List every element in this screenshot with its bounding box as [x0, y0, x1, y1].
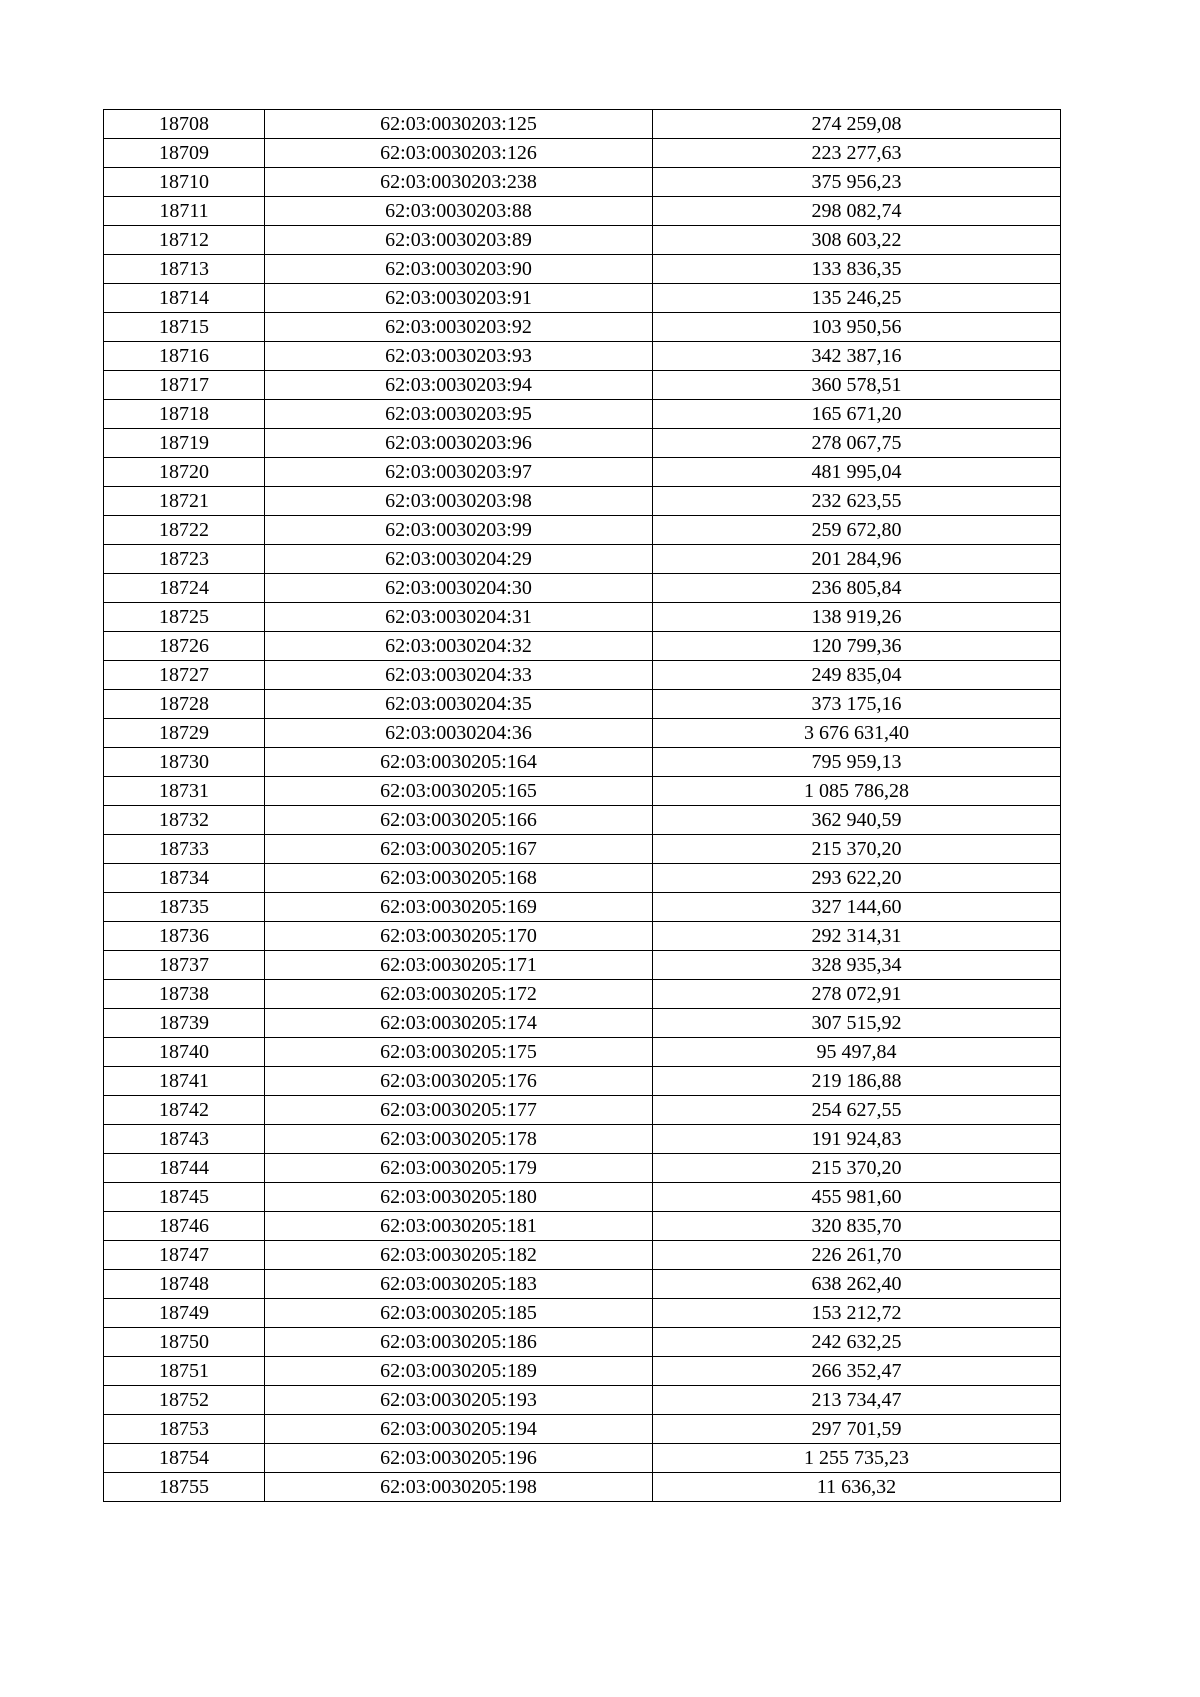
- table-row: [104, 980, 1061, 1009]
- row-number-cell: 18722: [104, 516, 265, 545]
- cadastral-number-cell: 62:03:0030205:182: [265, 1241, 653, 1270]
- cadastral-value-cell: 1 085 786,28: [653, 777, 1061, 806]
- cadastral-number-cell: 62:03:0030205:174: [265, 1009, 653, 1038]
- cadastral-value-cell: 360 578,51: [653, 371, 1061, 400]
- table-row: [104, 661, 1061, 690]
- cadastral-number-cell: 62:03:0030205:186: [265, 1328, 653, 1357]
- cadastral-number-cell: 62:03:0030205:164: [265, 748, 653, 777]
- cadastral-number-cell: 62:03:0030205:168: [265, 864, 653, 893]
- table-row: [104, 835, 1061, 864]
- row-number-cell: 18726: [104, 632, 265, 661]
- cadastral-value-cell: 259 672,80: [653, 516, 1061, 545]
- row-number-cell: 18746: [104, 1212, 265, 1241]
- cadastral-number-cell: 62:03:0030205:194: [265, 1415, 653, 1444]
- cadastral-number-cell: 62:03:0030203:99: [265, 516, 653, 545]
- table-row: [104, 1386, 1061, 1415]
- table-row: [104, 864, 1061, 893]
- cadastral-value-cell: 342 387,16: [653, 342, 1061, 371]
- row-number-cell: 18718: [104, 400, 265, 429]
- row-number-cell: 18725: [104, 603, 265, 632]
- row-number-cell: 18713: [104, 255, 265, 284]
- table-row: [104, 1009, 1061, 1038]
- row-number-cell: 18709: [104, 139, 265, 168]
- row-number-cell: 18715: [104, 313, 265, 342]
- cadastral-value-cell: 274 259,08: [653, 110, 1061, 139]
- cadastral-number-cell: 62:03:0030204:35: [265, 690, 653, 719]
- table-row: [104, 458, 1061, 487]
- cadastral-number-cell: 62:03:0030205:176: [265, 1067, 653, 1096]
- row-number-cell: 18714: [104, 284, 265, 313]
- table-body: [104, 110, 1061, 1502]
- table-row: [104, 806, 1061, 835]
- row-number-cell: 18720: [104, 458, 265, 487]
- row-number-cell: 18708: [104, 110, 265, 139]
- row-number-cell: 18729: [104, 719, 265, 748]
- table-row: [104, 139, 1061, 168]
- cadastral-number-cell: 62:03:0030205:198: [265, 1473, 653, 1502]
- cadastral-number-cell: 62:03:0030205:185: [265, 1299, 653, 1328]
- cadastral-number-cell: 62:03:0030203:125: [265, 110, 653, 139]
- row-number-cell: 18750: [104, 1328, 265, 1357]
- cadastral-value-cell: 292 314,31: [653, 922, 1061, 951]
- row-number-cell: 18735: [104, 893, 265, 922]
- cadastral-value-cell: 236 805,84: [653, 574, 1061, 603]
- cadastral-value-cell: 213 734,47: [653, 1386, 1061, 1415]
- cadastral-value-cell: 327 144,60: [653, 893, 1061, 922]
- table-row: [104, 719, 1061, 748]
- table-row: [104, 429, 1061, 458]
- row-number-cell: 18710: [104, 168, 265, 197]
- cadastral-number-cell: 62:03:0030205:166: [265, 806, 653, 835]
- cadastral-value-cell: 219 186,88: [653, 1067, 1061, 1096]
- cadastral-number-cell: 62:03:0030205:180: [265, 1183, 653, 1212]
- row-number-cell: 18723: [104, 545, 265, 574]
- row-number-cell: 18738: [104, 980, 265, 1009]
- cadastral-value-cell: 320 835,70: [653, 1212, 1061, 1241]
- cadastral-number-cell: 62:03:0030205:181: [265, 1212, 653, 1241]
- cadastral-value-table: [103, 109, 1061, 1502]
- table-row: [104, 922, 1061, 951]
- row-number-cell: 18727: [104, 661, 265, 690]
- cadastral-value-cell: 133 836,35: [653, 255, 1061, 284]
- table-row: [104, 255, 1061, 284]
- table-row: [104, 1183, 1061, 1212]
- table-row: [104, 400, 1061, 429]
- cadastral-number-cell: 62:03:0030203:95: [265, 400, 653, 429]
- row-number-cell: 18732: [104, 806, 265, 835]
- table-row: [104, 545, 1061, 574]
- cadastral-number-cell: 62:03:0030203:98: [265, 487, 653, 516]
- table-row: [104, 1270, 1061, 1299]
- cadastral-number-cell: 62:03:0030205:196: [265, 1444, 653, 1473]
- cadastral-value-cell: 266 352,47: [653, 1357, 1061, 1386]
- cadastral-number-cell: 62:03:0030205:175: [265, 1038, 653, 1067]
- row-number-cell: 18716: [104, 342, 265, 371]
- row-number-cell: 18747: [104, 1241, 265, 1270]
- cadastral-value-cell: 254 627,55: [653, 1096, 1061, 1125]
- row-number-cell: 18755: [104, 1473, 265, 1502]
- cadastral-number-cell: 62:03:0030205:178: [265, 1125, 653, 1154]
- table-row: [104, 1212, 1061, 1241]
- cadastral-number-cell: 62:03:0030203:97: [265, 458, 653, 487]
- row-number-cell: 18740: [104, 1038, 265, 1067]
- cadastral-number-cell: 62:03:0030203:91: [265, 284, 653, 313]
- row-number-cell: 18749: [104, 1299, 265, 1328]
- cadastral-value-cell: 373 175,16: [653, 690, 1061, 719]
- cadastral-number-cell: 62:03:0030205:172: [265, 980, 653, 1009]
- row-number-cell: 18745: [104, 1183, 265, 1212]
- table-row: [104, 632, 1061, 661]
- cadastral-number-cell: 62:03:0030205:170: [265, 922, 653, 951]
- cadastral-number-cell: 62:03:0030203:126: [265, 139, 653, 168]
- cadastral-value-cell: 278 072,91: [653, 980, 1061, 1009]
- cadastral-value-cell: 638 262,40: [653, 1270, 1061, 1299]
- row-number-cell: 18734: [104, 864, 265, 893]
- row-number-cell: 18721: [104, 487, 265, 516]
- cadastral-number-cell: 62:03:0030203:94: [265, 371, 653, 400]
- table-row: [104, 1444, 1061, 1473]
- cadastral-value-cell: 153 212,72: [653, 1299, 1061, 1328]
- row-number-cell: 18731: [104, 777, 265, 806]
- table-row: [104, 748, 1061, 777]
- row-number-cell: 18737: [104, 951, 265, 980]
- table-row: [104, 371, 1061, 400]
- row-number-cell: 18743: [104, 1125, 265, 1154]
- cadastral-value-cell: 307 515,92: [653, 1009, 1061, 1038]
- cadastral-number-cell: 62:03:0030205:179: [265, 1154, 653, 1183]
- cadastral-number-cell: 62:03:0030205:165: [265, 777, 653, 806]
- table-row: [104, 197, 1061, 226]
- cadastral-value-cell: 293 622,20: [653, 864, 1061, 893]
- table-row: [104, 1241, 1061, 1270]
- cadastral-number-cell: 62:03:0030204:31: [265, 603, 653, 632]
- cadastral-value-cell: 308 603,22: [653, 226, 1061, 255]
- cadastral-value-cell: 226 261,70: [653, 1241, 1061, 1270]
- row-number-cell: 18728: [104, 690, 265, 719]
- cadastral-value-cell: 165 671,20: [653, 400, 1061, 429]
- table-row: [104, 516, 1061, 545]
- cadastral-number-cell: 62:03:0030204:30: [265, 574, 653, 603]
- row-number-cell: 18739: [104, 1009, 265, 1038]
- cadastral-number-cell: 62:03:0030204:32: [265, 632, 653, 661]
- table-row: [104, 1125, 1061, 1154]
- cadastral-value-cell: 362 940,59: [653, 806, 1061, 835]
- table-row: [104, 1096, 1061, 1125]
- table-row: [104, 313, 1061, 342]
- cadastral-number-cell: 62:03:0030205:177: [265, 1096, 653, 1125]
- cadastral-value-cell: 278 067,75: [653, 429, 1061, 458]
- row-number-cell: 18741: [104, 1067, 265, 1096]
- row-number-cell: 18711: [104, 197, 265, 226]
- cadastral-value-cell: 232 623,55: [653, 487, 1061, 516]
- table-row: [104, 1357, 1061, 1386]
- cadastral-value-cell: 297 701,59: [653, 1415, 1061, 1444]
- row-number-cell: 18719: [104, 429, 265, 458]
- table-row: [104, 1415, 1061, 1444]
- table-row: [104, 168, 1061, 197]
- cadastral-number-cell: 62:03:0030203:93: [265, 342, 653, 371]
- cadastral-value-cell: 249 835,04: [653, 661, 1061, 690]
- table-row: [104, 893, 1061, 922]
- cadastral-number-cell: 62:03:0030203:89: [265, 226, 653, 255]
- cadastral-number-cell: 62:03:0030204:36: [265, 719, 653, 748]
- table-row: [104, 226, 1061, 255]
- row-number-cell: 18744: [104, 1154, 265, 1183]
- table-row: [104, 574, 1061, 603]
- row-number-cell: 18717: [104, 371, 265, 400]
- cadastral-number-cell: 62:03:0030205:193: [265, 1386, 653, 1415]
- row-number-cell: 18753: [104, 1415, 265, 1444]
- cadastral-value-cell: 201 284,96: [653, 545, 1061, 574]
- cadastral-value-cell: 120 799,36: [653, 632, 1061, 661]
- table-row: [104, 1328, 1061, 1357]
- cadastral-value-cell: 455 981,60: [653, 1183, 1061, 1212]
- row-number-cell: 18748: [104, 1270, 265, 1299]
- cadastral-number-cell: 62:03:0030204:29: [265, 545, 653, 574]
- cadastral-value-cell: 298 082,74: [653, 197, 1061, 226]
- cadastral-value-cell: 242 632,25: [653, 1328, 1061, 1357]
- cadastral-number-cell: 62:03:0030203:88: [265, 197, 653, 226]
- table-row: [104, 1473, 1061, 1502]
- cadastral-number-cell: 62:03:0030205:167: [265, 835, 653, 864]
- row-number-cell: 18724: [104, 574, 265, 603]
- table-row: [104, 777, 1061, 806]
- row-number-cell: 18751: [104, 1357, 265, 1386]
- row-number-cell: 18730: [104, 748, 265, 777]
- cadastral-number-cell: 62:03:0030203:96: [265, 429, 653, 458]
- table-row: [104, 1067, 1061, 1096]
- cadastral-value-cell: 1 255 735,23: [653, 1444, 1061, 1473]
- table-row: [104, 110, 1061, 139]
- cadastral-value-cell: 481 995,04: [653, 458, 1061, 487]
- cadastral-value-cell: 138 919,26: [653, 603, 1061, 632]
- cadastral-value-cell: 3 676 631,40: [653, 719, 1061, 748]
- cadastral-number-cell: 62:03:0030205:183: [265, 1270, 653, 1299]
- cadastral-number-cell: 62:03:0030204:33: [265, 661, 653, 690]
- table-row: [104, 1299, 1061, 1328]
- table-row: [104, 342, 1061, 371]
- cadastral-number-cell: 62:03:0030203:90: [265, 255, 653, 284]
- cadastral-value-cell: 795 959,13: [653, 748, 1061, 777]
- row-number-cell: 18742: [104, 1096, 265, 1125]
- row-number-cell: 18712: [104, 226, 265, 255]
- table-row: [104, 951, 1061, 980]
- table-row: [104, 1038, 1061, 1067]
- cadastral-number-cell: 62:03:0030205:189: [265, 1357, 653, 1386]
- cadastral-value-cell: 191 924,83: [653, 1125, 1061, 1154]
- row-number-cell: 18733: [104, 835, 265, 864]
- row-number-cell: 18752: [104, 1386, 265, 1415]
- table-row: [104, 603, 1061, 632]
- row-number-cell: 18736: [104, 922, 265, 951]
- cadastral-number-cell: 62:03:0030205:169: [265, 893, 653, 922]
- table-row: [104, 284, 1061, 313]
- cadastral-number-cell: 62:03:0030205:171: [265, 951, 653, 980]
- cadastral-value-cell: 215 370,20: [653, 835, 1061, 864]
- table-row: [104, 1154, 1061, 1183]
- table-row: [104, 690, 1061, 719]
- cadastral-value-cell: 95 497,84: [653, 1038, 1061, 1067]
- cadastral-number-cell: 62:03:0030203:238: [265, 168, 653, 197]
- cadastral-value-cell: 11 636,32: [653, 1473, 1061, 1502]
- cadastral-value-cell: 215 370,20: [653, 1154, 1061, 1183]
- row-number-cell: 18754: [104, 1444, 265, 1473]
- table-row: [104, 487, 1061, 516]
- cadastral-value-cell: 328 935,34: [653, 951, 1061, 980]
- cadastral-number-cell: 62:03:0030203:92: [265, 313, 653, 342]
- cadastral-value-cell: 223 277,63: [653, 139, 1061, 168]
- cadastral-value-cell: 135 246,25: [653, 284, 1061, 313]
- cadastral-value-cell: 103 950,56: [653, 313, 1061, 342]
- cadastral-value-cell: 375 956,23: [653, 168, 1061, 197]
